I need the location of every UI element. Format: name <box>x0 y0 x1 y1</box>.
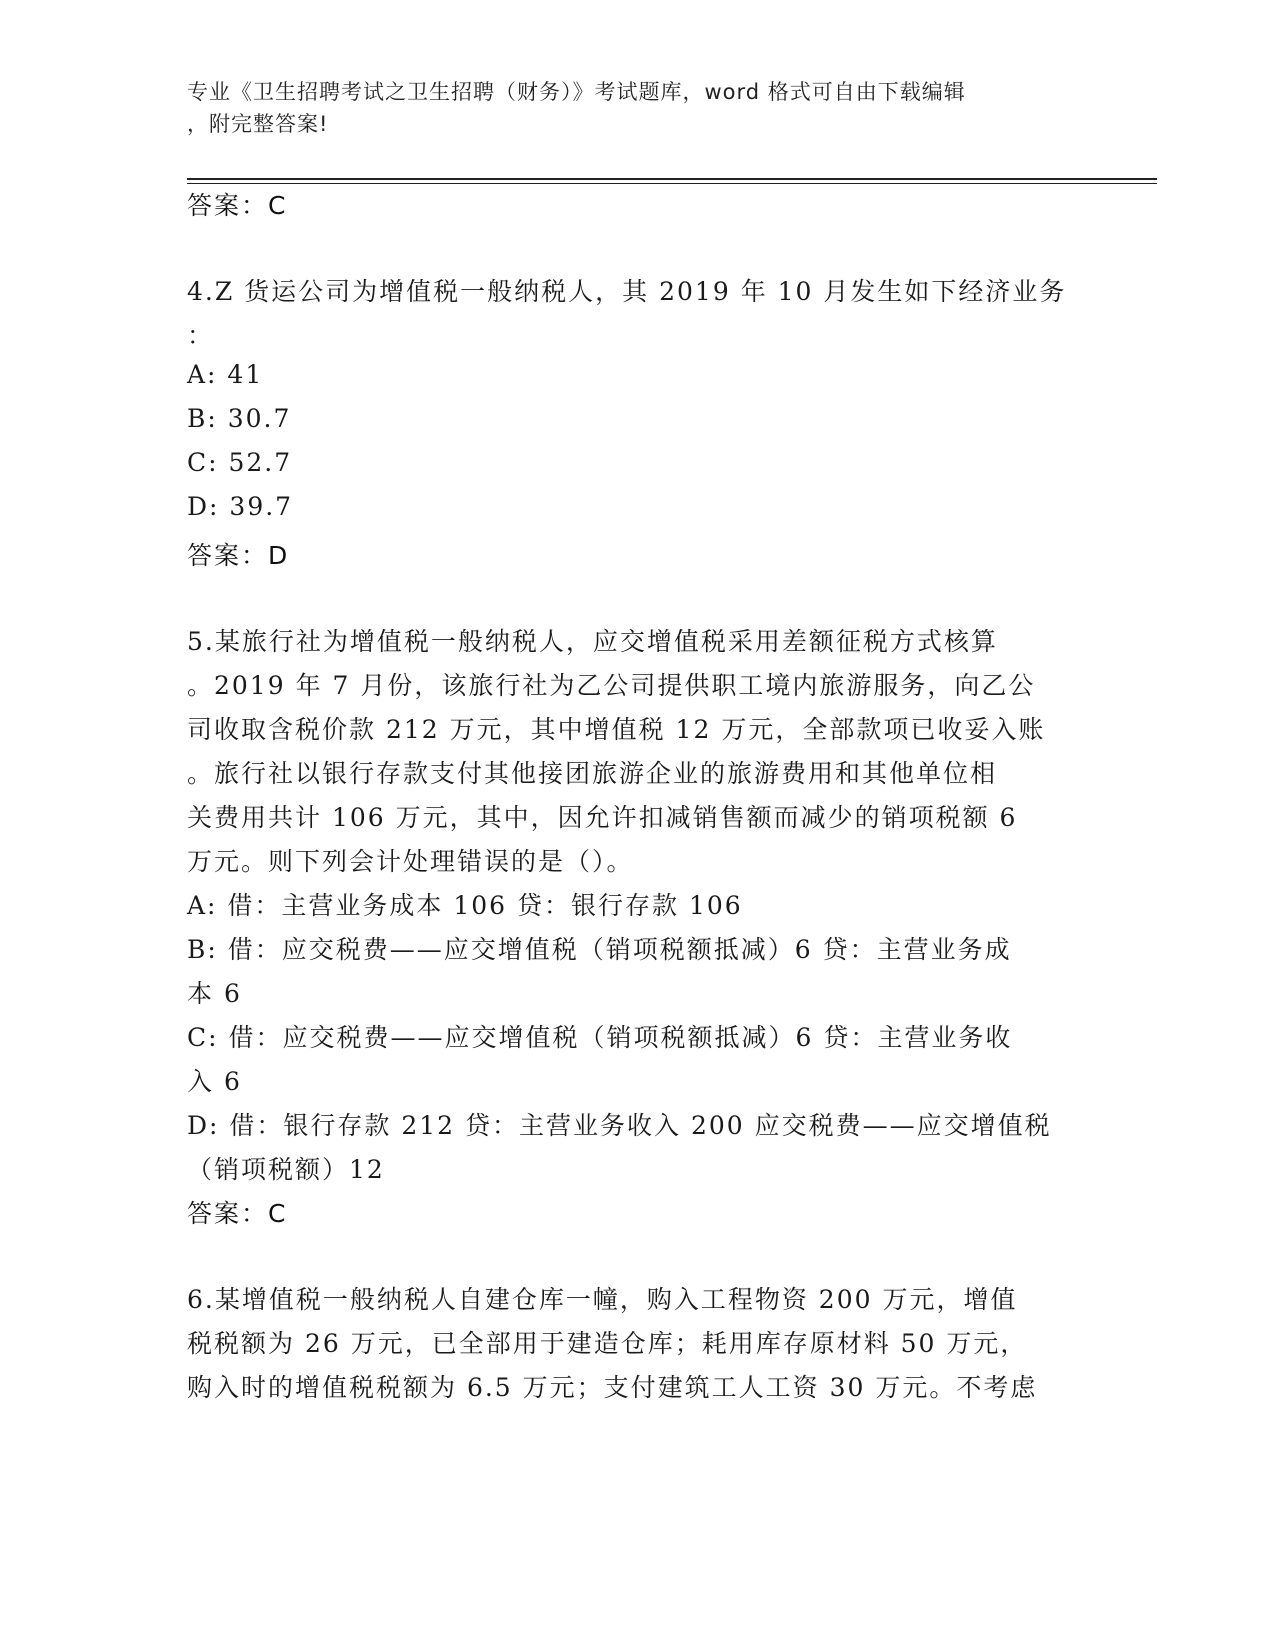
header-line-2: ，附完整答案! <box>187 112 329 136</box>
header-rule-thin <box>187 183 1157 184</box>
q4-option-d: D: 39.7 <box>187 492 294 521</box>
answer-prev: 答案：C <box>187 191 288 220</box>
q5-option-a: A: 借：主营业务成本 106 贷：银行存款 106 <box>187 891 743 920</box>
q5-option-d-line-2: （销项税额）12 <box>187 1155 385 1184</box>
q6-stem-line-3: 购入时的增值税税额为 6.5 万元；支付建筑工人工资 30 万元。不考虑 <box>187 1373 1038 1402</box>
q5-stem-line-2: 。2019 年 7 月份，该旅行社为乙公司提供职工境内旅游服务，向乙公 <box>187 671 1036 700</box>
q4-option-c: C: 52.7 <box>187 448 293 477</box>
q5-option-d-line-1: D: 借：银行存款 212 贷：主营业务收入 200 应交税费——应交增值税 <box>187 1111 1052 1140</box>
q5-option-c-line-1: C: 借：应交税费——应交增值税（销项税额抵减）6 贷：主营业务收 <box>187 1023 1013 1052</box>
q4-option-b: B: 30.7 <box>187 404 292 433</box>
q4-stem-line-1: 4.Z 货运公司为增值税一般纳税人，其 2019 年 10 月发生如下经济业务 <box>187 277 1067 306</box>
q4-stem-line-2: ： <box>187 321 215 350</box>
q5-stem-line-3: 司收取含税价款 212 万元，其中增值税 12 万元，全部款项已收妥入账 <box>187 715 1046 744</box>
q6-stem-line-2: 税税额为 26 万元，已全部用于建造仓库；耗用库存原材料 50 万元， <box>187 1329 1028 1358</box>
q5-stem-line-1: 5.某旅行社为增值税一般纳税人，应交增值税采用差额征税方式核算 <box>187 627 998 656</box>
page-header <box>187 76 1067 140</box>
q4-option-a: A: 41 <box>187 360 264 389</box>
q5-stem-line-4: 。旅行社以银行存款支付其他接团旅游企业的旅游费用和其他单位相 <box>187 759 998 788</box>
q5-option-c-line-2: 入 6 <box>187 1067 242 1096</box>
q5-option-b-line-2: 本 6 <box>187 979 242 1008</box>
header-line-1: 专业《卫生招聘考试之卫生招聘（财务）》考试题库，word 格式可自由下载编辑 <box>187 80 966 104</box>
header-rule-thick <box>187 178 1157 180</box>
q5-option-b-line-1: B: 借：应交税费——应交增值税（销项税额抵减）6 贷：主营业务成 <box>187 935 1012 964</box>
q5-stem-line-6: 万元。则下列会计处理错误的是（）。 <box>187 847 634 876</box>
q5-stem-line-5: 关费用共计 106 万元，其中，因允许扣减销售额而减少的销项税额 6 <box>187 803 1018 832</box>
q4-answer: 答案：D <box>187 541 290 570</box>
q5-answer: 答案：C <box>187 1199 288 1228</box>
q6-stem-line-1: 6.某增值税一般纳税人自建仓库一幢，购入工程物资 200 万元，增值 <box>187 1285 1018 1314</box>
